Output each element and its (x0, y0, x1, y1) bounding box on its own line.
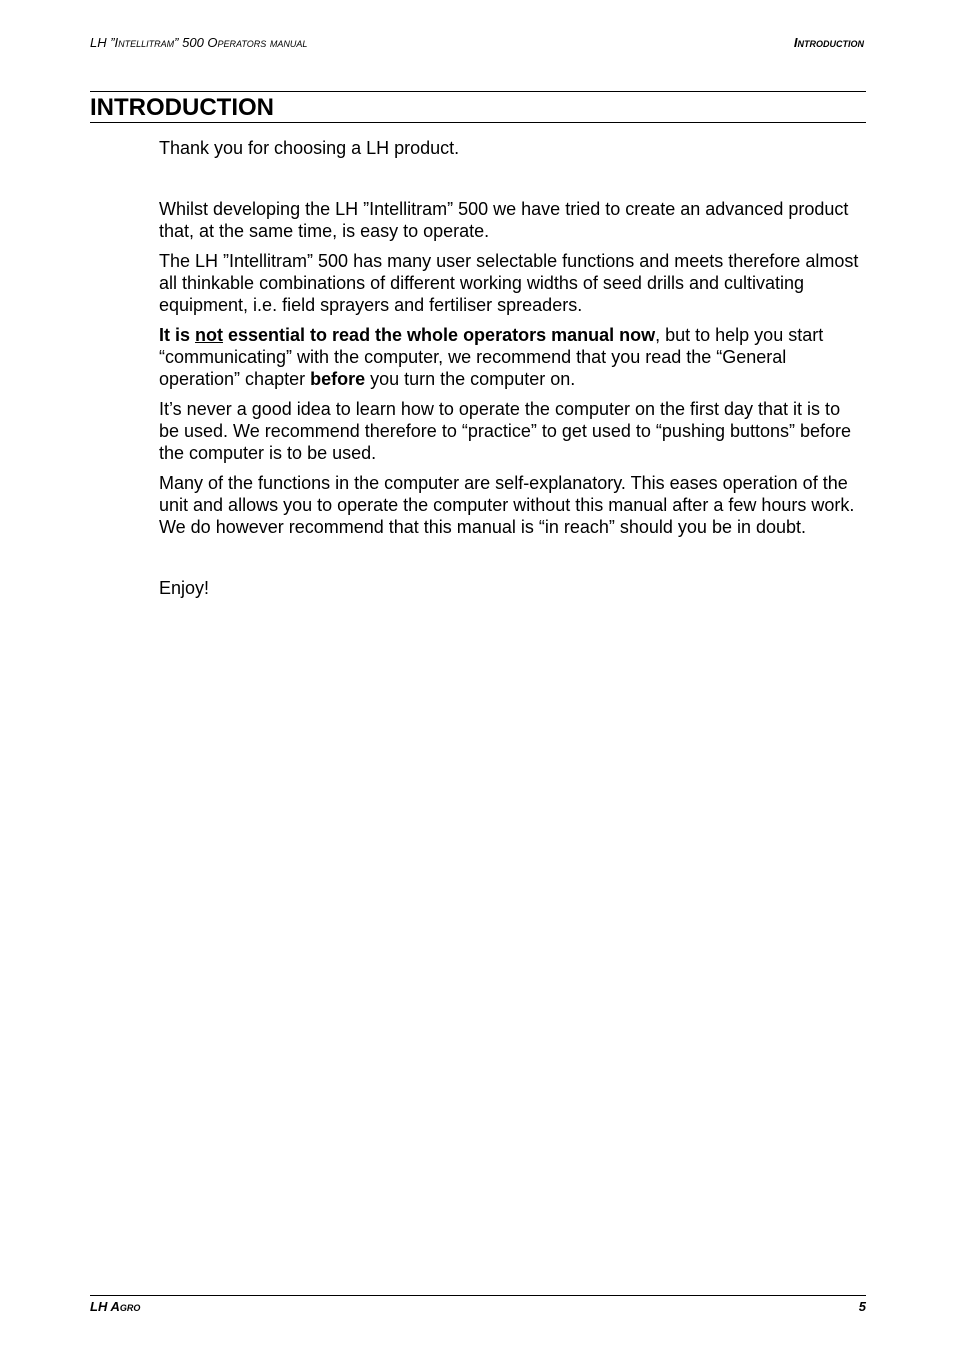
bold-text-a: It is (159, 325, 196, 345)
plain-text-b: you turn the computer on. (365, 369, 576, 389)
paragraph-practice: It’s never a good idea to learn how to operate the computer on the first day that it is to be used. We recommend therefore to “practice” to get used to “pushing buttons” before the computer is to be used. (159, 399, 852, 463)
chapter-title-bar (90, 91, 866, 123)
paragraph-development: Whilst developing the LH ”Intellitram” 500 we have tried to create an advanced product that, at the same time, is easy to operate. (159, 199, 849, 241)
header-manual-title: LH ”Intellitram” 500 Operators manual (90, 35, 308, 50)
paragraph-thanks: Thank you for choosing a LH product. (159, 138, 460, 158)
footer-company: LH Agro (90, 1299, 141, 1314)
header-chapter-name: Introduction (793, 35, 864, 50)
bold-before: before (310, 369, 366, 389)
paragraph-functions: The LH ”Intellitram” 500 has many user selectable functions and meets therefore almost all thinkable combinations of different working widths of seed drills and cultivating equipment, i.e. field sprayers and fertiliser spreaders. (159, 251, 859, 315)
running-footer (90, 1295, 866, 1318)
footer-page-number: 5 (858, 1299, 866, 1314)
bold-text-b: essential to read the whole operators manual now (223, 325, 656, 345)
body-content (159, 137, 859, 607)
plain-text-a: , but to help you start “communicating” with the computer, we recommend that you read the “General operation” chapter (159, 325, 824, 389)
paragraph-reading-advice (159, 324, 859, 390)
chapter-title: INTRODUCTION (90, 94, 274, 121)
bold-underlined-not: not (195, 325, 223, 345)
paragraph-self-explanatory: Many of the functions in the computer are self-explanatory. This eases operation of the unit and allows you to operate the computer without this manual after a few hours work. We do however recommend that this manual is “in reach” should you be in doubt. (159, 473, 855, 537)
paragraph-enjoy: Enjoy! (159, 578, 210, 598)
running-header (90, 35, 864, 53)
